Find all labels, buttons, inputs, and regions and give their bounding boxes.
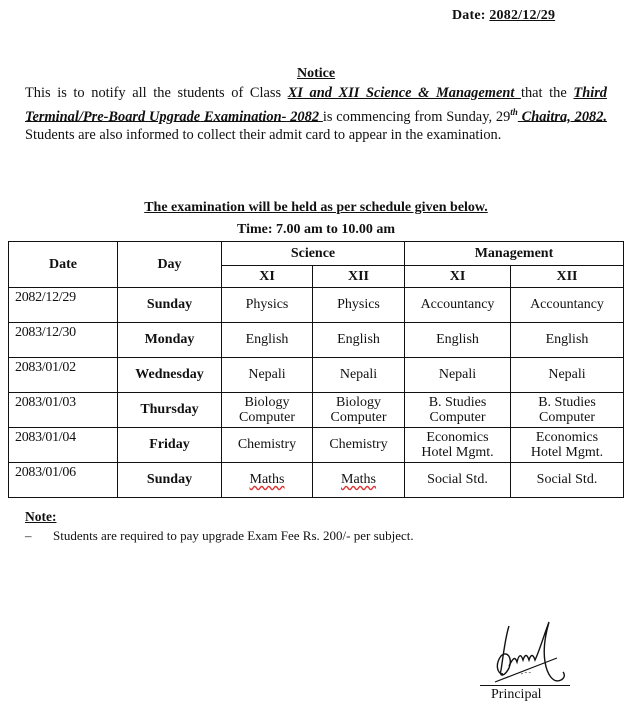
subject-text: Accountancy xyxy=(420,297,495,312)
subject-line: Biology xyxy=(244,395,290,410)
subject-text: English xyxy=(245,332,289,347)
cell-subject-sci-xii xyxy=(313,428,405,463)
notice-month: Chaitra, 2082. xyxy=(517,108,608,125)
cell-date: 2082/12/29 xyxy=(9,288,118,323)
cell-subject-sci-xii xyxy=(313,288,405,323)
cell-subject-mgmt-xii xyxy=(511,393,624,428)
subject-text: English xyxy=(545,332,589,347)
note-title: Note: xyxy=(25,509,57,524)
cell-day: Sunday xyxy=(118,288,222,323)
subject-line: Computer xyxy=(330,410,387,425)
subject-text: Chemistry xyxy=(329,437,388,452)
table-row xyxy=(9,323,624,358)
cell-subject-mgmt-xii xyxy=(511,288,624,323)
subject-text: Physics xyxy=(337,297,380,312)
cell-subject-mgmt-xi xyxy=(405,323,511,358)
cell-subject-mgmt-xi xyxy=(405,358,511,393)
column-header-management: Management xyxy=(405,242,624,266)
subject-text: Social Std. xyxy=(427,472,488,487)
note-bullet: – xyxy=(25,528,32,543)
cell-subject-sci-xi xyxy=(222,358,313,393)
schedule-body xyxy=(9,288,624,498)
cell-subject-mgmt-xii xyxy=(511,358,624,393)
exam-name-part: Third Terminal/Pre- xyxy=(25,85,607,125)
principal-signature xyxy=(487,618,577,688)
subject-line: Hotel Mgmt. xyxy=(421,445,494,460)
subject-text: Physics xyxy=(245,297,289,312)
cell-day: Monday xyxy=(118,323,222,358)
date-value: 2082/12/29 xyxy=(489,8,556,23)
cell-day: Friday xyxy=(118,428,222,463)
notice-text: Students are also informed to collect their admit card to appear in the examination. xyxy=(25,126,502,143)
note-text: Students are required to pay upgrade Exam Fee Rs. 200/- per subject. xyxy=(53,528,414,543)
table-row xyxy=(9,288,624,323)
subject-text: Nepali xyxy=(548,367,586,382)
subject-line: Hotel Mgmt. xyxy=(530,445,604,460)
subject-line: B. Studies xyxy=(538,395,596,410)
subject-text: Maths xyxy=(249,472,285,487)
subject-text: Nepali xyxy=(438,367,477,382)
column-header-management-xi: XI xyxy=(405,266,511,288)
subject-line: Biology xyxy=(335,395,382,410)
column-header-date: Date xyxy=(9,242,118,288)
cell-date: 2083/01/02 xyxy=(9,358,118,393)
subject-text: Social Std. xyxy=(536,472,598,487)
table-row xyxy=(9,393,624,428)
cell-subject-mgmt-xii xyxy=(511,463,624,498)
cell-subject-sci-xi xyxy=(222,428,313,463)
subject-text: Nepali xyxy=(339,367,378,382)
table-row xyxy=(9,428,624,463)
subject-text: English xyxy=(337,332,380,347)
table-row xyxy=(9,463,624,498)
day-suffix: th xyxy=(510,106,518,117)
subject-text: English xyxy=(436,332,479,347)
subject-line: Computer xyxy=(429,410,486,425)
column-header-science: Science xyxy=(222,242,405,266)
cell-day: Wednesday xyxy=(118,358,222,393)
exam-name-part: Board Upgrade xyxy=(108,108,201,125)
cell-subject-sci-xii xyxy=(313,358,405,393)
note-item xyxy=(25,528,414,544)
cell-subject-sci-xi xyxy=(222,288,313,323)
notice-text: This is to notify all the students of Class xyxy=(25,85,288,101)
cell-subject-sci-xi xyxy=(222,393,313,428)
subject-line: Computer xyxy=(539,410,595,425)
cell-subject-sci-xi xyxy=(222,323,313,358)
cell-subject-sci-xii xyxy=(313,393,405,428)
cell-subject-sci-xii xyxy=(313,463,405,498)
subject-line: Computer xyxy=(239,410,295,425)
subject-line: Economics xyxy=(535,430,599,445)
table-row xyxy=(9,358,624,393)
column-header-science-xii: XII xyxy=(313,266,405,288)
cell-subject-mgmt-xi xyxy=(405,288,511,323)
column-header-management-xii: XII xyxy=(511,266,624,288)
cell-subject-mgmt-xi xyxy=(405,393,511,428)
cell-subject-mgmt-xi xyxy=(405,428,511,463)
notice-text: is commencing from Sunday, 29 xyxy=(322,108,511,125)
subject-line: B. Studies xyxy=(428,395,487,410)
notice-classes: XI and XII Science & Management xyxy=(287,85,521,101)
notice-title: Notice xyxy=(296,66,336,81)
cell-date: 2083/01/03 xyxy=(9,393,118,428)
exam-name-part: 2082 xyxy=(286,108,323,125)
signature-line xyxy=(480,685,570,686)
cell-subject-mgmt-xii xyxy=(511,428,624,463)
subject-text: Accountancy xyxy=(530,297,604,312)
column-header-day: Day xyxy=(118,242,222,288)
notice-date xyxy=(452,8,555,24)
cell-date: 2083/01/06 xyxy=(9,463,118,498)
signature-label: Principal xyxy=(491,687,542,702)
cell-day: Thursday xyxy=(118,393,222,428)
exam-time: Time: 7.00 am to 10.00 am xyxy=(237,222,395,237)
cell-date: 2083/12/30 xyxy=(9,323,118,358)
subject-text: Chemistry xyxy=(237,437,297,452)
cell-date: 2083/01/04 xyxy=(9,428,118,463)
subject-text: Nepali xyxy=(248,367,286,382)
cell-subject-sci-xi xyxy=(222,463,313,498)
notice-body xyxy=(25,84,607,145)
schedule-heading: The examination will be held as per schedule given below. xyxy=(144,200,488,215)
column-header-science-xi: XI xyxy=(222,266,313,288)
cell-subject-mgmt-xii xyxy=(511,323,624,358)
notice-text: that the xyxy=(520,85,567,101)
subject-line: Economics xyxy=(426,430,489,445)
subject-text: Maths xyxy=(341,472,376,487)
date-label: Date: xyxy=(452,8,486,23)
schedule-table xyxy=(8,241,624,498)
exam-name-part: Examination- xyxy=(200,108,287,125)
cell-subject-sci-xii xyxy=(313,323,405,358)
cell-day: Sunday xyxy=(118,463,222,498)
cell-subject-mgmt-xi xyxy=(405,463,511,498)
